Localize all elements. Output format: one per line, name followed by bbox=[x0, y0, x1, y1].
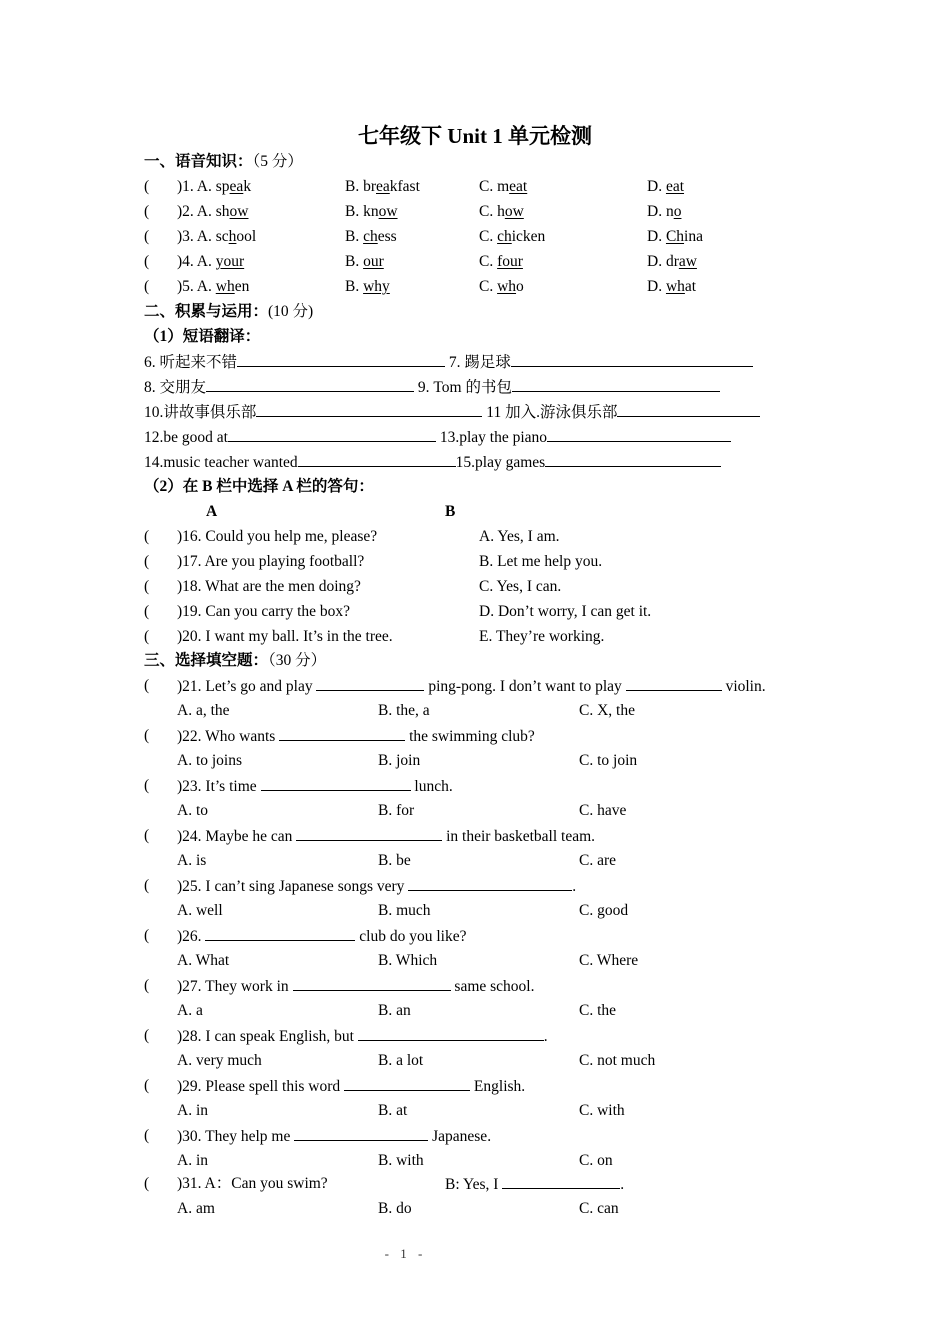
question-part: )25. I can’t sing Japanese songs very bbox=[177, 878, 409, 895]
question-part: )21. Let’s go and play bbox=[177, 678, 317, 695]
option-a-underlined: ow bbox=[229, 203, 249, 220]
answer-paren[interactable]: ( bbox=[144, 628, 150, 645]
section3-score: （30 分） bbox=[268, 652, 327, 669]
answer-blank[interactable] bbox=[261, 773, 411, 791]
option-a[interactable]: A. is bbox=[177, 852, 207, 869]
question-text bbox=[177, 1123, 491, 1149]
question-text bbox=[177, 723, 535, 749]
phrase-right: 15.play games bbox=[455, 454, 546, 471]
answer-paren[interactable]: ( bbox=[144, 1127, 150, 1144]
part2-heading: （2）在 B 栏中选择 A 栏的答句： bbox=[144, 478, 374, 495]
option-d-underlined: o bbox=[673, 203, 682, 220]
match-answer: D. Don’t worry, I can get it. bbox=[479, 603, 652, 620]
option-a[interactable]: A. well bbox=[177, 902, 223, 919]
option-d bbox=[647, 249, 697, 274]
phrase-right: 13.play the piano bbox=[435, 429, 548, 446]
option-d bbox=[647, 174, 684, 199]
option-c bbox=[479, 274, 524, 299]
answer-blank[interactable] bbox=[206, 374, 414, 392]
option-d bbox=[647, 274, 696, 299]
part1-heading: （1）短语翻译： bbox=[144, 328, 261, 345]
option-a[interactable]: A. to joins bbox=[177, 752, 243, 769]
option-c[interactable]: C. have bbox=[579, 802, 627, 819]
phonetics-row bbox=[0, 174, 950, 199]
question-part: club do you like? bbox=[355, 928, 467, 945]
answer-blank[interactable] bbox=[511, 349, 753, 367]
option-c-pre: C. m bbox=[479, 178, 510, 195]
question-text bbox=[177, 973, 534, 999]
option-c bbox=[479, 199, 524, 224]
question-text bbox=[177, 873, 576, 899]
choice-question bbox=[0, 1023, 950, 1048]
question-stem: )2. A. bbox=[177, 203, 216, 220]
question-part: )30. They help me bbox=[177, 1128, 295, 1145]
option-b-underlined: why bbox=[363, 278, 390, 295]
option-a-post: k bbox=[243, 178, 252, 195]
answer-paren[interactable]: ( bbox=[144, 927, 150, 944]
answer-paren[interactable]: ( bbox=[144, 228, 150, 245]
option-c-pre: C. bbox=[479, 253, 498, 270]
option-a-post: en bbox=[234, 278, 250, 295]
phrase-left: 14.music teacher wanted bbox=[144, 454, 298, 471]
question-part: lunch. bbox=[410, 778, 453, 795]
answer-blank[interactable] bbox=[316, 673, 424, 691]
option-d-post: at bbox=[684, 278, 697, 295]
option-a-underlined: h bbox=[228, 228, 237, 245]
answer-paren[interactable]: ( bbox=[144, 827, 150, 844]
option-d-underlined: Ch bbox=[665, 228, 685, 245]
option-c[interactable]: C. not much bbox=[579, 1052, 656, 1069]
option-d-underlined: eat bbox=[665, 178, 685, 195]
option-a[interactable]: A. am bbox=[177, 1200, 215, 1217]
question-text bbox=[177, 1073, 525, 1099]
phrase-row bbox=[144, 349, 753, 374]
choice-question bbox=[0, 1073, 950, 1098]
match-row bbox=[0, 574, 950, 599]
option-c[interactable]: C. can bbox=[579, 1200, 619, 1217]
option-c bbox=[479, 224, 545, 249]
option-c[interactable]: C. are bbox=[579, 852, 617, 869]
option-c[interactable]: C. to join bbox=[579, 752, 638, 769]
answer-blank[interactable] bbox=[408, 873, 572, 891]
option-c[interactable]: C. X, the bbox=[579, 702, 635, 719]
question-part: the swimming club? bbox=[405, 728, 535, 745]
question-part: . bbox=[543, 1028, 548, 1045]
page-number: - 1 - bbox=[384, 1246, 427, 1261]
option-c[interactable]: C. with bbox=[579, 1102, 625, 1119]
answer-blank[interactable] bbox=[617, 399, 760, 417]
question-part: )28. I can speak English, but bbox=[177, 1028, 358, 1045]
question-part: violin. bbox=[721, 678, 766, 695]
option-b[interactable]: B. an bbox=[378, 1002, 411, 1019]
options-row bbox=[0, 948, 950, 973]
phrase-row bbox=[144, 374, 720, 399]
choice-question bbox=[0, 923, 950, 948]
question-part: )26. bbox=[177, 928, 206, 945]
option-a bbox=[177, 249, 244, 274]
option-d-pre: D. bbox=[647, 278, 666, 295]
option-b[interactable]: B. Which bbox=[378, 952, 438, 969]
answer-paren[interactable]: ( bbox=[144, 1077, 150, 1094]
option-b-post: ess bbox=[377, 228, 397, 245]
answer-paren[interactable]: ( bbox=[144, 178, 150, 195]
match-question: )17. Are you playing football? bbox=[177, 553, 365, 570]
question-stem: )3. A. bbox=[177, 228, 216, 245]
column-b-header: B bbox=[445, 503, 456, 520]
option-c-underlined: four bbox=[497, 253, 523, 270]
option-b-underlined: ow bbox=[378, 203, 398, 220]
option-b-pre: B. bbox=[345, 278, 364, 295]
options-row bbox=[0, 698, 950, 723]
option-c-underlined: wh bbox=[497, 278, 517, 295]
answer-blank[interactable] bbox=[293, 973, 451, 991]
option-a-underlined: your bbox=[215, 253, 245, 270]
option-b-pre: B. bbox=[345, 253, 364, 270]
answer-blank[interactable] bbox=[502, 1171, 620, 1189]
option-c-underlined: eat bbox=[509, 178, 528, 195]
option-c[interactable]: C. good bbox=[579, 902, 629, 919]
question-stem: )1. A. bbox=[177, 178, 216, 195]
question-text bbox=[177, 823, 595, 849]
match-row bbox=[0, 624, 950, 649]
option-a-pre: sh bbox=[215, 203, 230, 220]
option-b-pre: B. br bbox=[345, 178, 376, 195]
option-b[interactable]: B. a lot bbox=[378, 1052, 424, 1069]
choice-question bbox=[0, 673, 950, 698]
phrase-right: 11 加入.游泳俱乐部 bbox=[482, 404, 618, 421]
answer-paren[interactable]: ( bbox=[144, 727, 150, 744]
question-part: English. bbox=[470, 1078, 526, 1095]
answer-paren[interactable]: ( bbox=[144, 603, 150, 620]
question-text bbox=[177, 673, 766, 699]
answer-blank[interactable] bbox=[296, 823, 442, 841]
section2-heading-text: 二、积累与运用： bbox=[144, 303, 269, 320]
answer-blank[interactable] bbox=[547, 424, 731, 442]
option-a-post: ool bbox=[236, 228, 257, 245]
answer-paren[interactable]: ( bbox=[144, 253, 150, 270]
question-part: Japanese. bbox=[428, 1128, 492, 1145]
phonetics-row bbox=[0, 199, 950, 224]
option-a-pre: sc bbox=[215, 228, 229, 245]
option-c-pre: C. bbox=[479, 278, 498, 295]
question-part: . bbox=[572, 878, 577, 895]
options-row bbox=[0, 1098, 950, 1123]
option-c-post: o bbox=[516, 278, 524, 295]
option-b[interactable]: B. much bbox=[378, 902, 431, 919]
option-b[interactable]: B. be bbox=[378, 852, 411, 869]
question-text: )31. A：Can you swim? bbox=[177, 1175, 328, 1192]
options-row bbox=[0, 1048, 950, 1073]
answer-blank[interactable] bbox=[545, 449, 721, 467]
option-a-underlined: ea bbox=[229, 178, 244, 195]
answer-paren[interactable]: ( bbox=[144, 278, 150, 295]
question-part: same school. bbox=[450, 978, 535, 995]
option-b-underlined: ch bbox=[363, 228, 378, 245]
option-a bbox=[177, 274, 249, 299]
section2-heading bbox=[144, 299, 313, 324]
phrase-row bbox=[144, 449, 721, 474]
option-d-pre: D. bbox=[647, 178, 666, 195]
answer-paren[interactable]: ( bbox=[144, 1175, 150, 1192]
match-answer: B. Let me help you. bbox=[479, 553, 603, 570]
match-answer: E. They’re working. bbox=[479, 628, 605, 645]
section3-heading-text: 三、选择填空题： bbox=[144, 652, 269, 669]
option-a bbox=[177, 199, 249, 224]
section1-heading-text: 一、语音知识： bbox=[144, 153, 253, 170]
option-c-post: icken bbox=[511, 228, 546, 245]
page-title: 七年级下 Unit 1 单元检测 bbox=[358, 124, 592, 148]
section1-heading bbox=[144, 149, 303, 174]
options-row bbox=[0, 1196, 950, 1221]
option-b-post: kfast bbox=[389, 178, 420, 195]
option-c-underlined: ow bbox=[504, 203, 524, 220]
answer-blank[interactable] bbox=[294, 1123, 428, 1141]
option-b-pre: B. kn bbox=[345, 203, 379, 220]
option-b bbox=[345, 224, 397, 249]
phrase-left: 12.be good at bbox=[144, 429, 228, 446]
match-answer: A. Yes, I am. bbox=[479, 528, 560, 545]
option-a[interactable]: A. very much bbox=[177, 1052, 262, 1069]
option-b-pre: B. bbox=[345, 228, 364, 245]
choice-question bbox=[0, 973, 950, 998]
options-row bbox=[0, 798, 950, 823]
option-a[interactable]: A. a bbox=[177, 1002, 203, 1019]
option-b[interactable]: B. for bbox=[378, 802, 415, 819]
option-b-underlined: our bbox=[363, 253, 384, 270]
option-c-pre: C. h bbox=[479, 203, 505, 220]
option-c-pre: C. bbox=[479, 228, 498, 245]
answer-paren[interactable]: ( bbox=[144, 877, 150, 894]
option-d bbox=[647, 199, 681, 224]
choice-question bbox=[0, 1171, 950, 1196]
answer-paren[interactable]: ( bbox=[144, 677, 150, 694]
choice-question bbox=[0, 1123, 950, 1148]
option-a[interactable]: A. a, the bbox=[177, 702, 230, 719]
option-d-pre: D. n bbox=[647, 203, 674, 220]
choice-question bbox=[0, 823, 950, 848]
answer-blank[interactable] bbox=[358, 1023, 544, 1041]
option-b bbox=[345, 199, 398, 224]
options-row bbox=[0, 998, 950, 1023]
answer-blank[interactable] bbox=[256, 399, 482, 417]
option-c-underlined: ch bbox=[497, 228, 512, 245]
phrase-left: 8. 交朋友 bbox=[144, 379, 207, 396]
answer-blank[interactable] bbox=[512, 374, 720, 392]
answer-blank[interactable] bbox=[205, 923, 355, 941]
option-b bbox=[345, 174, 420, 199]
answer-paren[interactable]: ( bbox=[144, 578, 150, 595]
option-d-pre: D. dr bbox=[647, 253, 679, 270]
match-question: )18. What are the men doing? bbox=[177, 578, 361, 595]
choice-question bbox=[0, 723, 950, 748]
option-b bbox=[345, 274, 390, 299]
match-question: )20. I want my ball. It’s in the tree. bbox=[177, 628, 393, 645]
option-d-pre: D. bbox=[647, 228, 666, 245]
option-b[interactable]: B. do bbox=[378, 1200, 412, 1217]
section1-score: （5 分） bbox=[252, 153, 303, 170]
phrase-row bbox=[144, 424, 731, 449]
phonetics-row bbox=[0, 224, 950, 249]
option-d bbox=[647, 224, 703, 249]
option-d-underlined: wh bbox=[665, 278, 685, 295]
option-a-underlined: wh bbox=[215, 278, 235, 295]
option-b[interactable]: B. join bbox=[378, 752, 421, 769]
section2-score: (10 分) bbox=[268, 303, 314, 320]
options-row bbox=[0, 1148, 950, 1173]
match-row bbox=[0, 599, 950, 624]
phrase-left: 6. 听起来不错 bbox=[144, 354, 238, 371]
question-part: )29. Please spell this word bbox=[177, 1078, 345, 1095]
question-part: in their basketball team. bbox=[442, 828, 596, 845]
match-row bbox=[0, 549, 950, 574]
option-a[interactable]: A. in bbox=[177, 1102, 208, 1119]
question-part: ping-pong. I don’t want to play bbox=[424, 678, 626, 695]
answer-paren[interactable]: ( bbox=[144, 777, 150, 794]
phrase-right: 7. 踢足球 bbox=[445, 354, 511, 371]
option-b bbox=[345, 249, 384, 274]
option-a-pre: sp bbox=[215, 178, 230, 195]
match-answer: C. Yes, I can. bbox=[479, 578, 562, 595]
option-b-underlined: ea bbox=[376, 178, 390, 195]
dialogue-b-end: . bbox=[620, 1176, 625, 1193]
option-c bbox=[479, 249, 523, 274]
phrase-left: 10.讲故事俱乐部 bbox=[144, 404, 257, 421]
option-b[interactable]: B. with bbox=[378, 1152, 424, 1169]
column-a-header: A bbox=[206, 503, 218, 520]
choice-question bbox=[0, 873, 950, 898]
answer-paren[interactable]: ( bbox=[144, 203, 150, 220]
option-a bbox=[177, 174, 251, 199]
option-b[interactable]: B. at bbox=[378, 1102, 408, 1119]
question-part: )23. It’s time bbox=[177, 778, 261, 795]
options-row bbox=[0, 848, 950, 873]
answer-paren[interactable]: ( bbox=[144, 553, 150, 570]
match-row bbox=[0, 524, 950, 549]
phonetics-row bbox=[0, 274, 950, 299]
choice-question bbox=[0, 773, 950, 798]
question-part: )24. Maybe he can bbox=[177, 828, 297, 845]
question-text bbox=[177, 1023, 548, 1049]
phonetics-row bbox=[0, 249, 950, 274]
phrase-row bbox=[144, 399, 760, 424]
option-a bbox=[177, 224, 256, 249]
dialogue-b bbox=[445, 1171, 624, 1197]
option-c[interactable]: C. the bbox=[579, 1002, 617, 1019]
option-c[interactable]: C. on bbox=[579, 1152, 613, 1169]
question-text bbox=[177, 773, 453, 799]
section3-heading bbox=[144, 648, 326, 673]
match-question: )16. Could you help me, please? bbox=[177, 528, 378, 545]
answer-blank[interactable] bbox=[279, 723, 405, 741]
answer-blank[interactable] bbox=[626, 673, 722, 691]
answer-blank[interactable] bbox=[298, 449, 456, 467]
answer-blank[interactable] bbox=[344, 1073, 470, 1091]
option-a[interactable]: A. to bbox=[177, 802, 208, 819]
options-row bbox=[0, 748, 950, 773]
question-part: )27. They work in bbox=[177, 978, 293, 995]
question-text bbox=[177, 923, 466, 949]
answer-blank[interactable] bbox=[237, 349, 445, 367]
question-stem: )4. A. bbox=[177, 253, 216, 270]
options-row bbox=[0, 898, 950, 923]
option-a[interactable]: A. What bbox=[177, 952, 230, 969]
phrase-right: 9. Tom 的书包 bbox=[414, 379, 512, 396]
option-d-post: ina bbox=[684, 228, 703, 245]
option-c[interactable]: C. Where bbox=[579, 952, 639, 969]
question-stem: )5. A. bbox=[177, 278, 216, 295]
question-part: )22. Who wants bbox=[177, 728, 280, 745]
answer-blank[interactable] bbox=[228, 424, 436, 442]
match-question: )19. Can you carry the box? bbox=[177, 603, 351, 620]
answer-paren[interactable]: ( bbox=[144, 977, 150, 994]
option-d-underlined: aw bbox=[678, 253, 697, 270]
option-c bbox=[479, 174, 527, 199]
answer-paren[interactable]: ( bbox=[144, 528, 150, 545]
dialogue-b-text: B: Yes, I bbox=[445, 1176, 503, 1193]
option-b[interactable]: B. the, a bbox=[378, 702, 430, 719]
option-a[interactable]: A. in bbox=[177, 1152, 208, 1169]
answer-paren[interactable]: ( bbox=[144, 1027, 150, 1044]
